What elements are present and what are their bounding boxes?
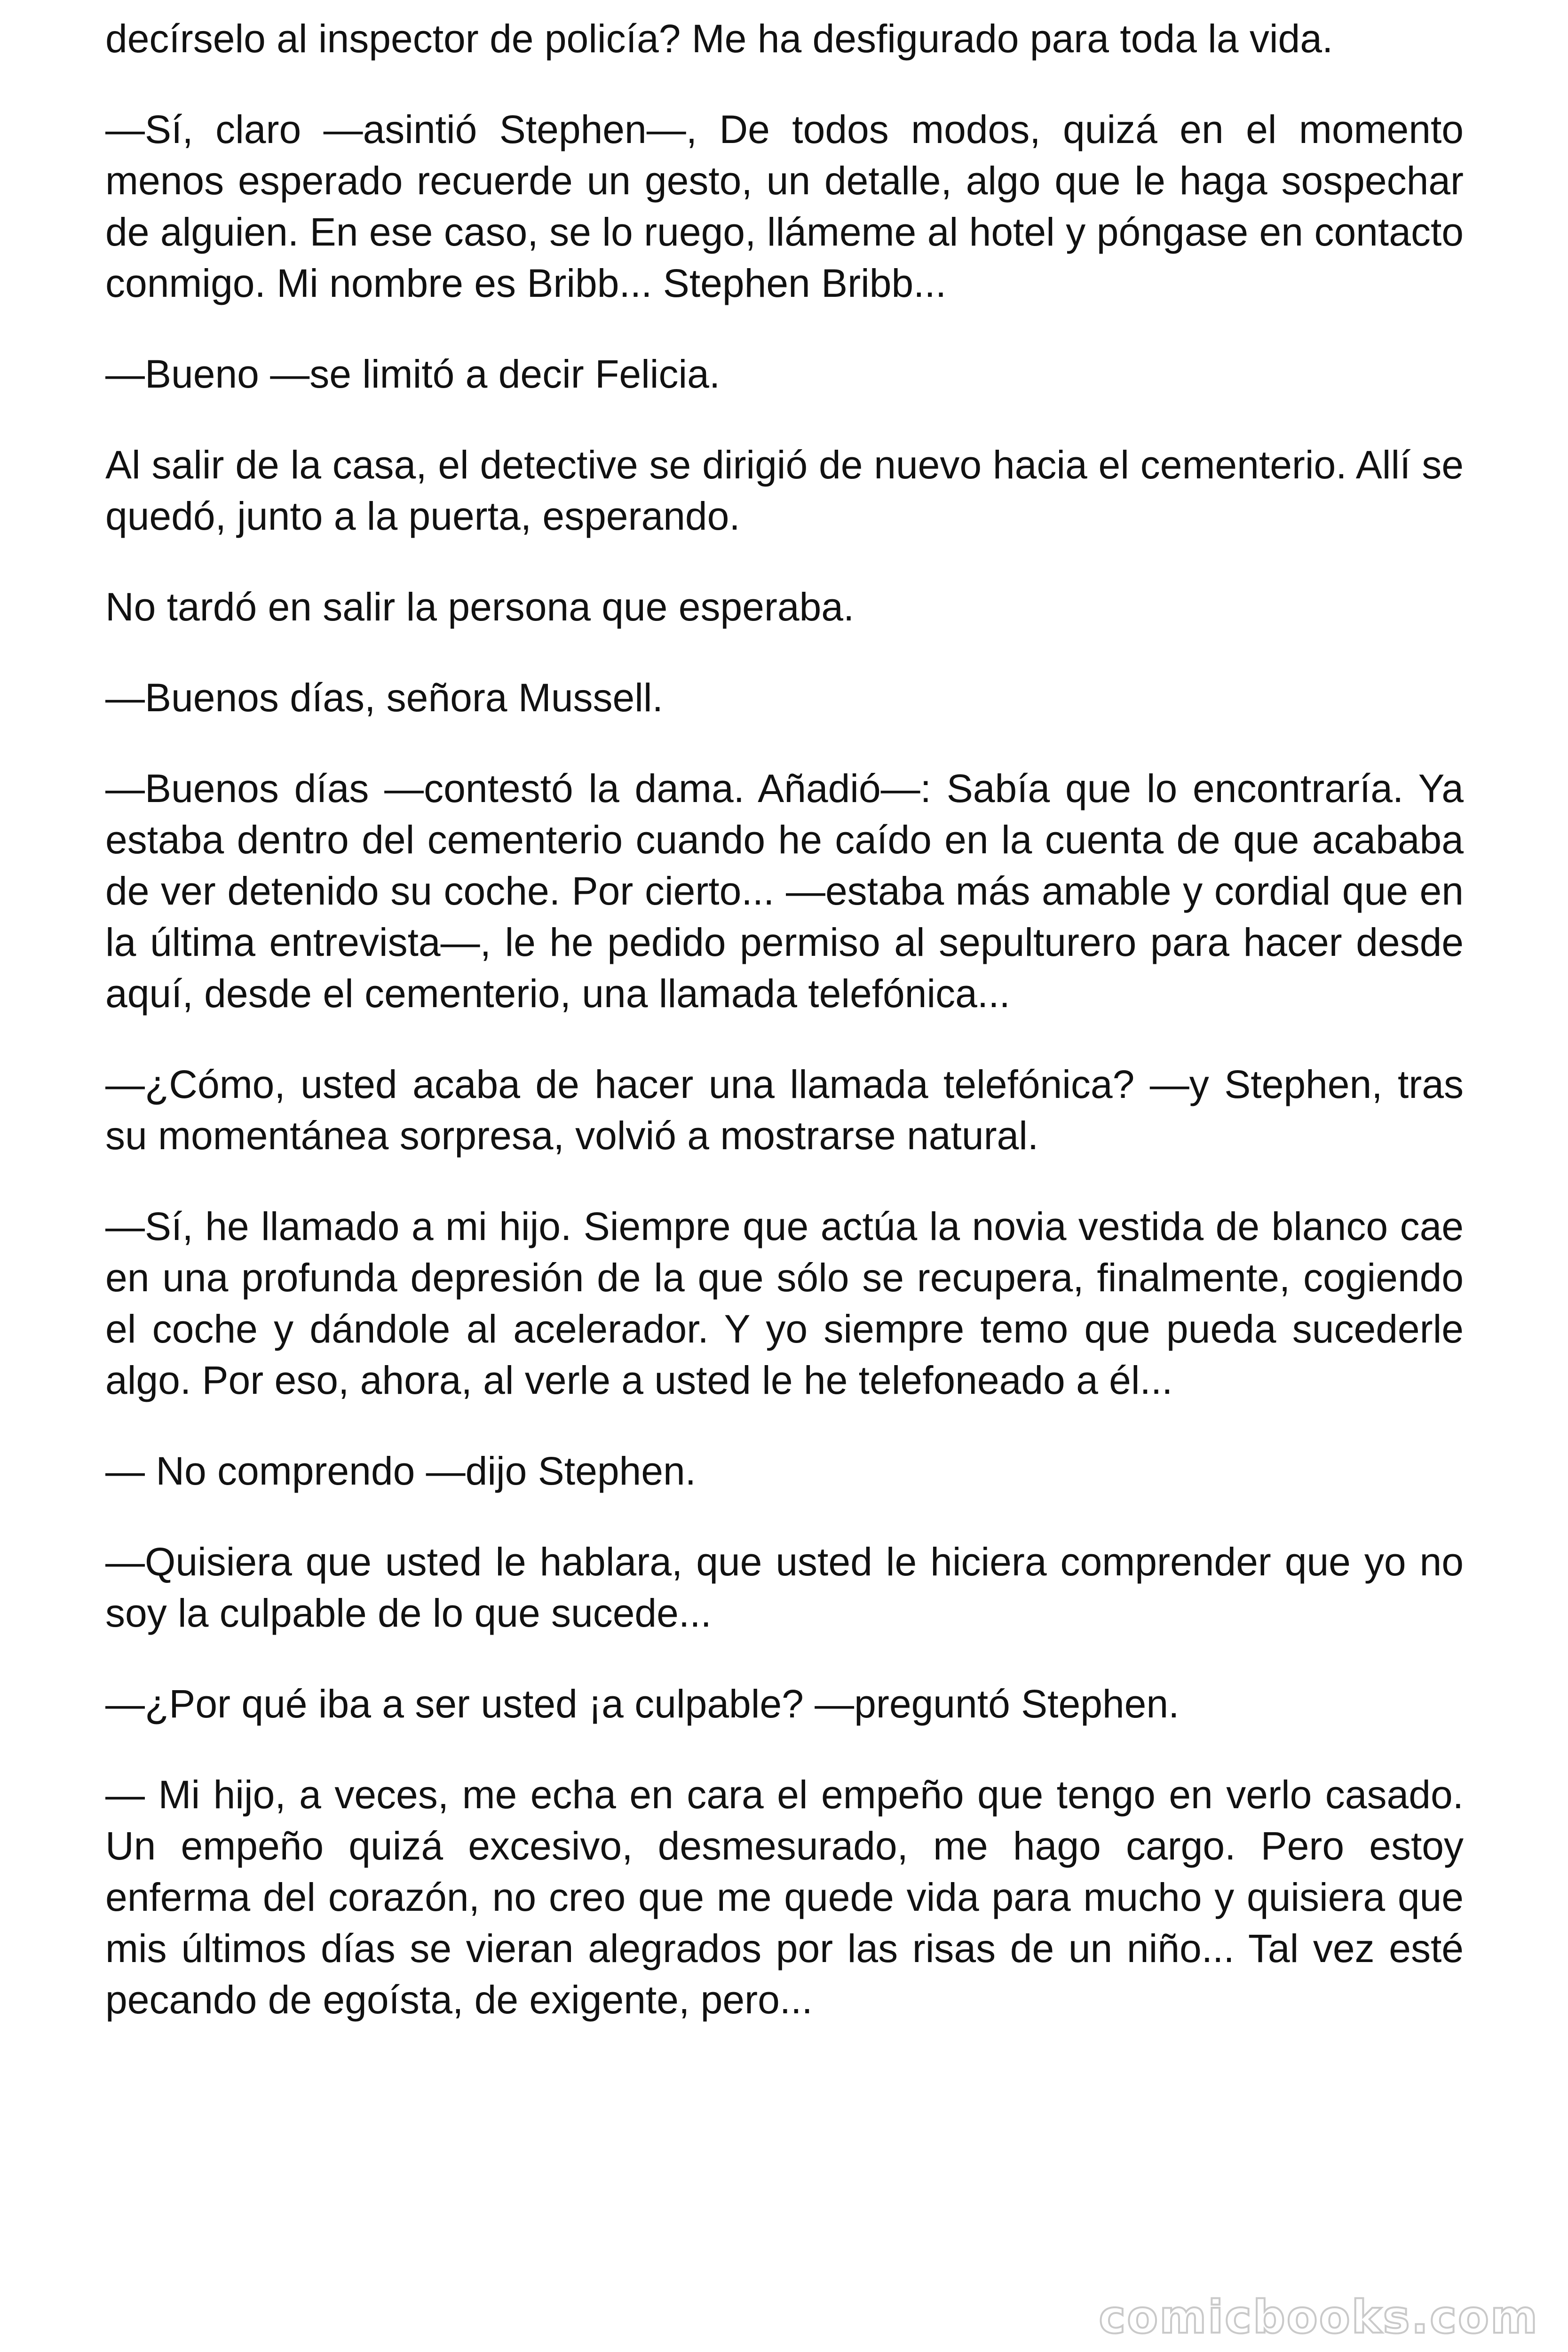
paragraph: —Sí, claro —asintió Stephen—, De todos modos, quizá en el momento menos esperado recuerde un gesto, un detalle, algo que le haga sospechar de alguien. En ese caso, se lo ruego, llámeme al hotel y póngase en contacto conmigo. Mi nombre es Bribb... Stephen Bribb... — [105, 107, 1464, 305]
paragraph: —Buenos días, señora Mussell. — [105, 675, 663, 720]
paragraph: Al salir de la casa, el detective se dirigió de nuevo hacia el cementerio. Allí se quedó, junto a la puerta, esperando. — [105, 443, 1464, 538]
text-body — [105, 13, 1464, 2065]
paragraph: —Sí, he llamado a mi hijo. Siempre que actúa la novia vestida de blanco cae en una profunda depresión de la que sólo se recupera, finalmente, cogiendo el coche y dándole al acelerador. Y yo siempre temo que pueda sucederle algo. Por eso, ahora, al verle a usted le he telefoneado a él... — [105, 1204, 1464, 1402]
paragraph: decírselo al inspector de policía? Me ha desfigurado para toda la vida. — [105, 16, 1333, 61]
paragraph: — No comprendo —dijo Stephen. — [105, 1449, 697, 1493]
paragraph: —Quisiera que usted le hablara, que usted le hiciera comprender que yo no soy la culpable de lo que sucede... — [105, 1540, 1464, 1635]
paragraph: —Bueno —se limitó a decir Felicia. — [105, 352, 721, 396]
paragraph: —¿Cómo, usted acaba de hacer una llamada telefónica? —y Stephen, tras su momentánea sorpresa, volvió a mostrarse natural. — [105, 1062, 1464, 1158]
paragraph: No tardó en salir la persona que esperaba. — [105, 585, 855, 629]
paragraph: — Mi hijo, a veces, me echa en cara el empeño que tengo en verlo casado. Un empeño quizá excesivo, desmesurado, me hago cargo. Pero estoy enferma del corazón, no creo que me quede vida para mucho y quisiera que mis últimos días se vieran alegrados por las risas de un niño... Tal vez esté pecando de egoísta, de exigente, pero... — [105, 1772, 1464, 2022]
paragraph: —¿Por qué iba a ser usted ¡a culpable? —preguntó Stephen. — [105, 1682, 1180, 1726]
watermark: comicbooks.com — [1099, 2291, 1539, 2344]
paragraph: —Buenos días —contestó la dama. Añadió—: Sabía que lo encontraría. Ya estaba dentro del cementerio cuando he caído en la cuenta de que acababa de ver detenido su coche. Por cierto... —estaba más amable y cordial que en la última entrevista—, le he pedido permiso al sepulturero para hacer desde aquí, desde el cementerio, una llamada telefónica... — [105, 766, 1464, 1016]
